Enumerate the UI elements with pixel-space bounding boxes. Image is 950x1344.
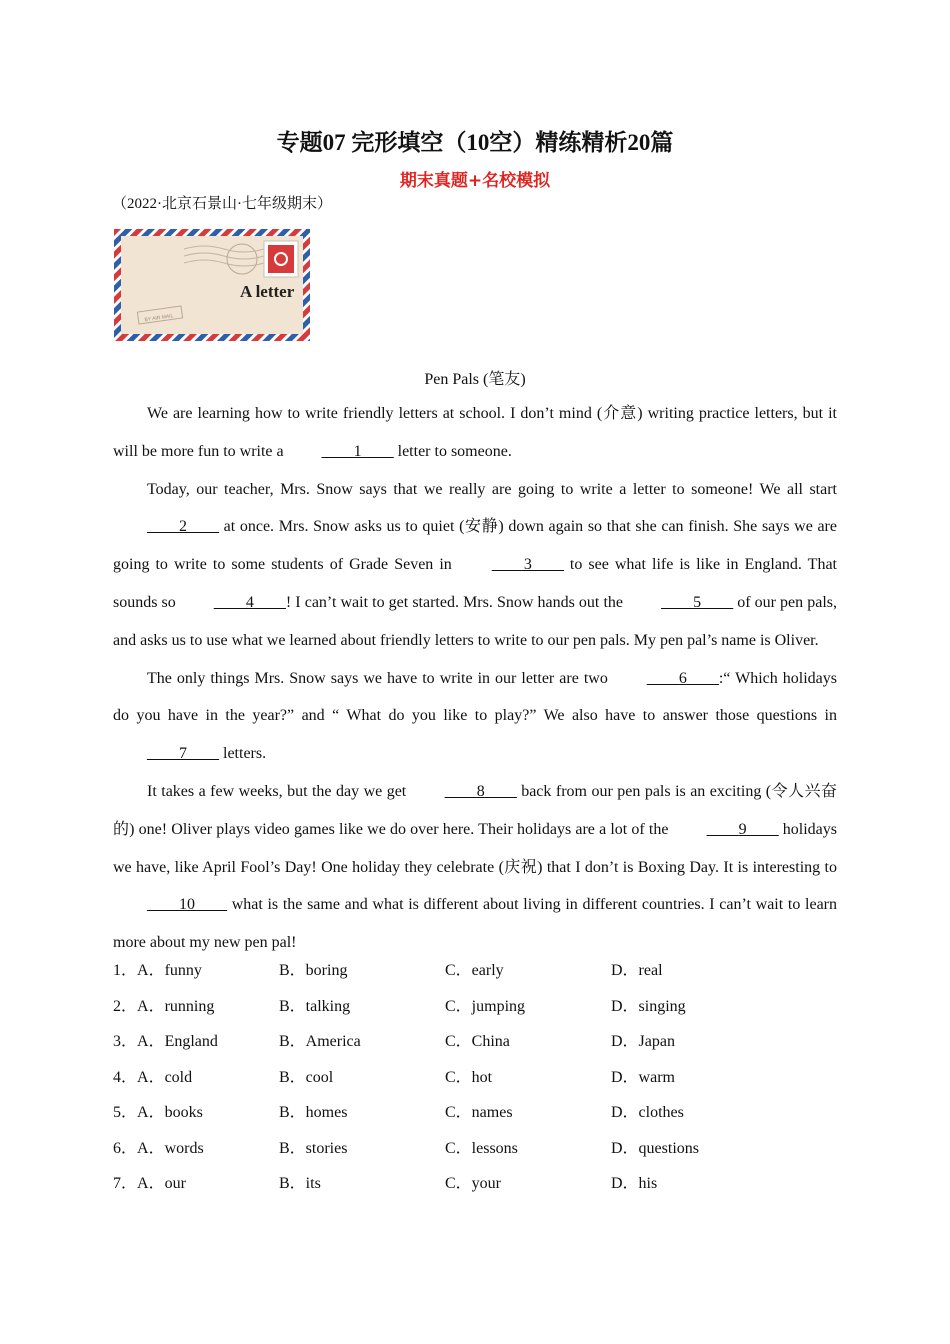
option-a: 6．A．words: [113, 1139, 204, 1157]
question-row: [113, 1095, 837, 1131]
option-d: D．questions: [611, 1139, 700, 1157]
option-b: B．homes: [279, 1104, 348, 1121]
option-d: D．clothes: [611, 1104, 684, 1121]
option-b: B．boring: [279, 962, 348, 979]
option-c: C．names: [445, 1104, 513, 1121]
paragraph-3: The only things Mrs. Snow says we have to write in our letter are two ____6____:“ Which holidays do you have in the year?” and “ What do you like to play?” We also have to answer those questions in ____7____ letters.: [113, 660, 837, 773]
blank-9: ____9____: [706, 820, 779, 838]
blank-5: ____5____: [661, 593, 734, 611]
answer-options: [113, 953, 837, 1202]
paragraph-1: We are learning how to write friendly letters at school. I don’t mind (介意) writing practice letters, but it will be more fun to write a ____1____ letter to someone.: [113, 395, 837, 471]
option-a: 4．A．cold: [113, 1068, 193, 1086]
question-row: [113, 1024, 837, 1060]
option-c: C．your: [445, 1175, 502, 1192]
option-b: B．its: [279, 1175, 321, 1192]
blank-10: ____10____: [147, 896, 227, 914]
option-d: D．Japan: [611, 1033, 675, 1050]
option-a: 1．A．funny: [113, 962, 202, 979]
paragraph-4: It takes a few weeks, but the day we get ____8____ back from our pen pals is an exciting (令人兴奋的) one! Oliver plays video games like we do over here. Their holidays are a lot of the ____9____ holidays we have, like April Fool’s Day! One holiday they celebrate (庆祝) that I don’t is Boxing Day. It is interesting to ____10____ what is the same and what is different about living in different countries. I can’t wait to learn more about my new pen pal!: [113, 773, 837, 962]
option-c: C．China: [445, 1033, 510, 1050]
blank-6: ____6____: [646, 669, 719, 687]
option-b: B．talking: [279, 997, 351, 1015]
envelope-label: A letter: [240, 282, 295, 301]
option-a: 5．A．books: [113, 1104, 203, 1121]
airmail-stamp-text: BY AIR MAIL: [144, 313, 174, 324]
option-a: 3．A．England: [113, 1033, 218, 1050]
question-row: [113, 989, 837, 1025]
paragraph-2: Today, our teacher, Mrs. Snow says that we really are going to write a letter to someone! We all start ____2____ at once. Mrs. Snow asks us to quiet (安静) down again so that she can finish. She says we are going to write to some students of Grade Seven in ____3____ to see what life is like in England. That sounds so ____4____! I can’t wait to get started. Mrs. Snow hands out the ____5____ of our pen pals, and asks us to use what we learned about friendly letters to write to our pen pals. My pen pal’s name is Oliver.: [113, 480, 838, 649]
option-b: B．cool: [279, 1068, 334, 1086]
blank-8: ____8____: [444, 782, 517, 800]
question-row: [113, 953, 837, 989]
blank-4: ____4____: [213, 593, 286, 611]
option-c: C．jumping: [445, 997, 526, 1015]
question-row: [113, 1060, 837, 1096]
page-title: 专题07 完形填空（10空）精练精析20篇: [276, 130, 674, 155]
blank-7: ____7____: [147, 745, 219, 763]
passage-title: Pen Pals (笔友): [424, 371, 526, 388]
question-row: [113, 1131, 837, 1167]
blank-1: ____1____: [321, 442, 394, 460]
option-c: C．early: [445, 962, 504, 979]
option-d: D．singing: [611, 997, 686, 1015]
option-d: D．warm: [611, 1068, 675, 1086]
envelope-image: [114, 229, 310, 341]
option-b: B．America: [279, 1033, 361, 1050]
option-c: C．hot: [445, 1068, 493, 1086]
question-row: [113, 1166, 837, 1202]
page-subtitle: 期末真题+名校模拟: [399, 171, 551, 191]
option-b: B．stories: [279, 1139, 348, 1157]
option-a: 7．A．our: [113, 1175, 186, 1192]
question-source: （2022·北京石景山·七年级期末）: [112, 196, 332, 212]
option-d: D．his: [611, 1175, 658, 1192]
blank-3: ____3____: [491, 556, 564, 574]
blank-2: ____2____: [147, 518, 219, 536]
passage-body: [113, 395, 837, 962]
option-c: C．lessons: [445, 1139, 518, 1157]
option-a: 2．A．running: [113, 997, 215, 1015]
option-d: D．real: [611, 962, 663, 979]
